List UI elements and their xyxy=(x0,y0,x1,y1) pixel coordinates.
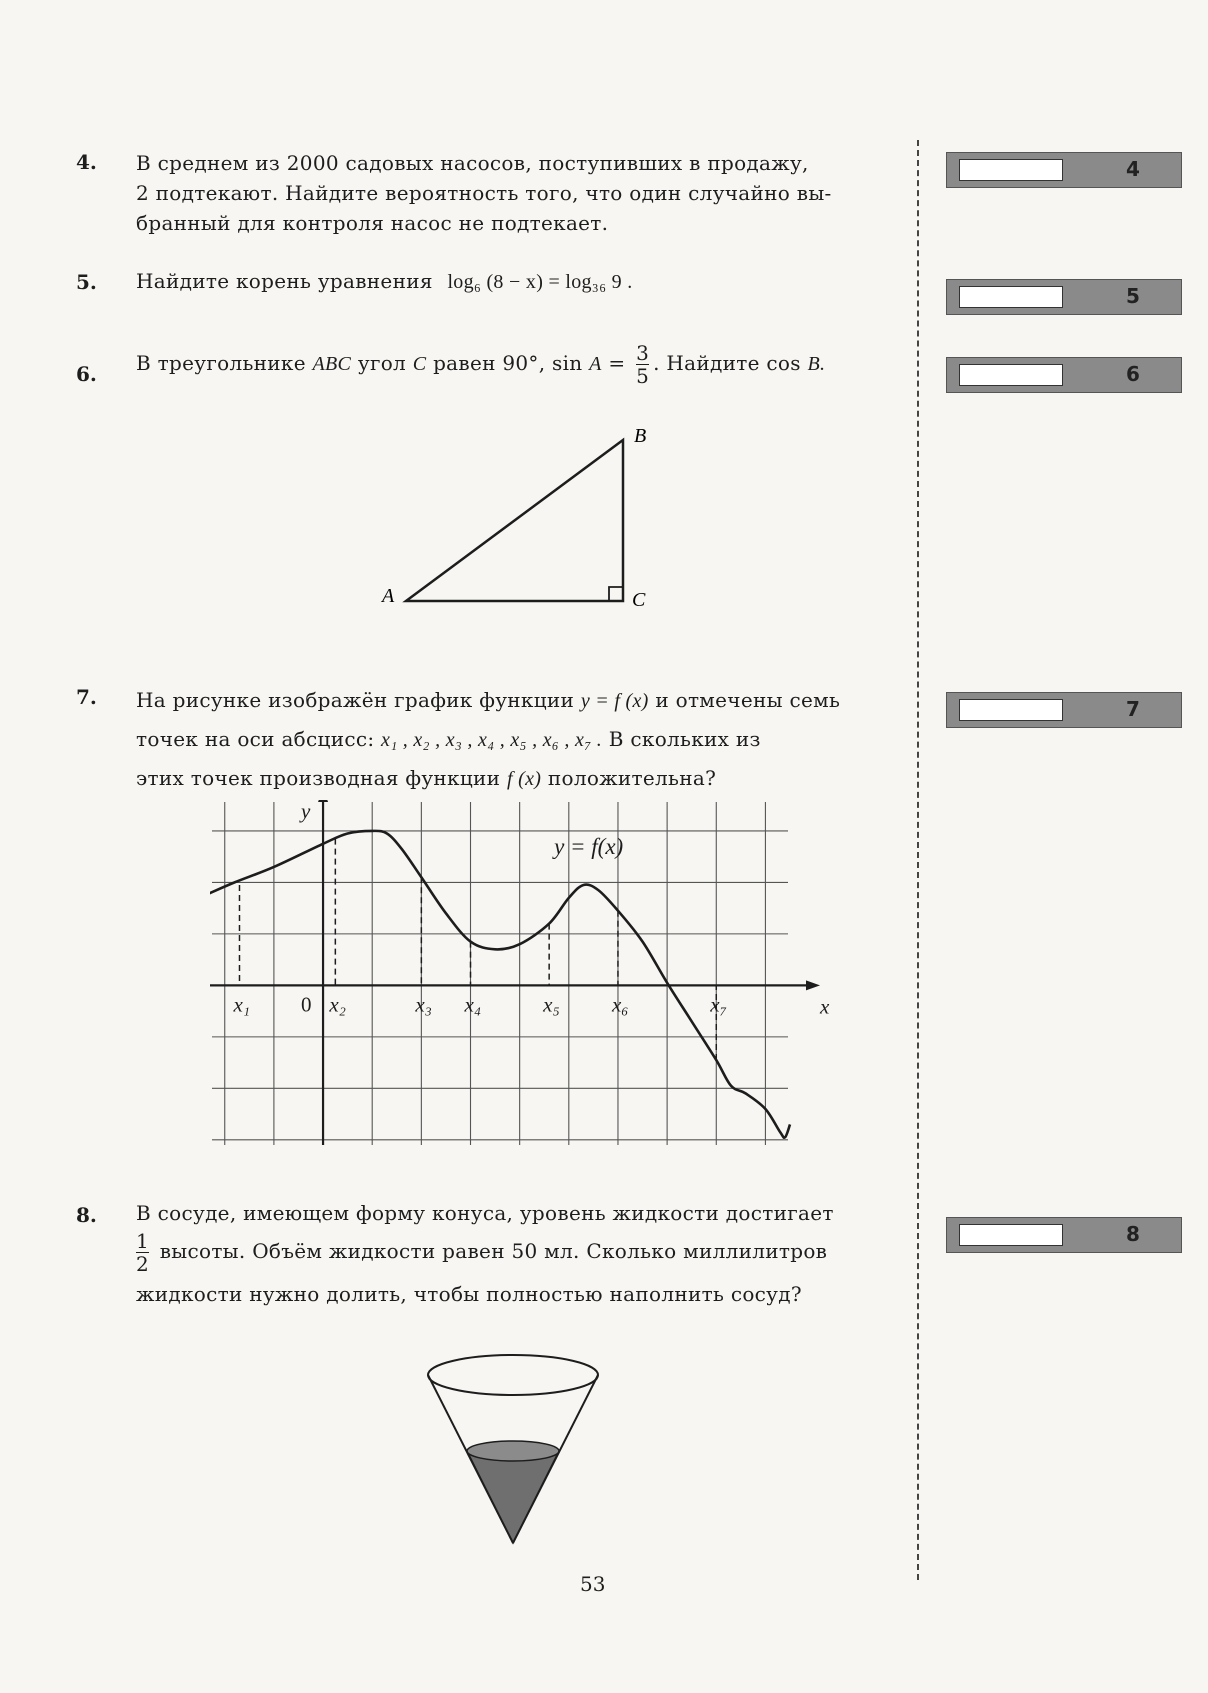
marked-points-list: x₁ , x₂ , x₃ , x₄ , x₅ , x₆ , x₇ . xyxy=(381,729,603,751)
fraction-numerator: 3 xyxy=(636,341,650,365)
margin-divider xyxy=(917,140,919,1580)
curve-label: y = f(x) xyxy=(554,834,624,860)
problem-6-text-part: . Найдите cos xyxy=(653,351,801,375)
cos-variable: B. xyxy=(807,353,826,375)
problem-6-number: 6. xyxy=(76,362,97,386)
fraction-numerator: 1 xyxy=(136,1229,150,1253)
cone-liquid xyxy=(467,1451,559,1543)
answer-label-6: 6 xyxy=(1126,362,1140,386)
answer-box-8 xyxy=(946,1217,1182,1253)
origin-label: 0 xyxy=(301,992,312,1017)
triangle-shape xyxy=(406,440,623,601)
answer-label-4: 4 xyxy=(1126,157,1140,181)
problem-5-number: 5. xyxy=(76,270,97,294)
marked-point-label: x₃ xyxy=(415,992,432,1017)
marked-point-label: x₇ xyxy=(710,992,727,1017)
problem-8-line: жидкости нужно долить, чтобы полностью наполнить сосуд? xyxy=(136,1282,802,1306)
problem-7-line xyxy=(136,720,906,759)
problem-6-text-part: угол xyxy=(357,351,407,375)
cone-top-rim xyxy=(428,1355,598,1395)
marked-point-label: x₁ xyxy=(233,992,251,1017)
function-graph xyxy=(210,800,830,1145)
problem-7-text-part: положительна? xyxy=(547,766,717,790)
answer-field-6[interactable] xyxy=(959,364,1063,386)
problem-8-line xyxy=(136,1230,906,1275)
fraction-denominator: 5 xyxy=(636,364,650,388)
function-notation: f (x) xyxy=(506,768,542,790)
problem-7-text-part: На рисунке изображён график функции xyxy=(136,688,575,712)
problem-4-line: 2 подтекают. Найдите вероятность того, что один случайно вы- xyxy=(136,181,832,205)
problem-4-text xyxy=(136,148,906,238)
problem-8-text-part: высоты. Объём жидкости равен 50 мл. Сколько миллилитров xyxy=(159,1239,828,1263)
vertex-label-a: A xyxy=(382,585,395,607)
problem-4-line: В среднем из 2000 садовых насосов, поступивших в продажу, xyxy=(136,151,809,175)
sin-variable: A xyxy=(589,353,602,375)
problem-6-text: В треугольнике ABC угол C равен 90°, sin A = $\frac{3}{5}$ . Найдите cos B. xyxy=(136,341,826,388)
problem-5-equation: log₆ (8 − x) = log₃₆ 9 . xyxy=(447,271,633,293)
answer-label-5: 5 xyxy=(1126,284,1140,308)
problem-7-line xyxy=(136,681,906,720)
problem-7-line xyxy=(136,759,906,798)
answer-box-4 xyxy=(946,152,1182,188)
problem-6-text-part: В треугольнике xyxy=(136,351,306,375)
vertex-label-b: B xyxy=(634,425,647,447)
problem-7-text-part: В скольких из xyxy=(608,727,761,751)
fraction-3-5 xyxy=(636,342,649,387)
cone-figure xyxy=(420,1345,610,1545)
triangle-name: ABC xyxy=(312,353,352,375)
liquid-surface xyxy=(467,1441,559,1461)
problem-8-number: 8. xyxy=(76,1203,97,1227)
answer-field-5[interactable] xyxy=(959,286,1063,308)
problem-5-text xyxy=(136,266,906,297)
vertex-label-c: C xyxy=(632,589,646,611)
problem-7-text xyxy=(136,681,906,798)
fraction-1-2 xyxy=(136,1230,149,1275)
function-notation: y = f (x) xyxy=(580,690,649,712)
answer-field-8[interactable] xyxy=(959,1224,1063,1246)
problem-5-statement: Найдите корень уравнения xyxy=(136,269,433,293)
marked-point-label: x₄ xyxy=(464,992,482,1017)
marked-point-label: x₅ xyxy=(543,992,560,1017)
problem-7-text-part: этих точек производная функции xyxy=(136,766,501,790)
right-triangle-figure xyxy=(370,420,670,620)
problem-4-line: бранный для контроля насос не подтекает. xyxy=(136,211,609,235)
answer-field-7[interactable] xyxy=(959,699,1063,721)
right-angle-mark xyxy=(609,587,623,601)
problem-7-text-part: точек на оси абсцисс: xyxy=(136,727,375,751)
x-axis-label: x xyxy=(820,994,830,1019)
answer-box-7 xyxy=(946,692,1182,728)
page-number: 53 xyxy=(580,1572,606,1596)
problem-4-number: 4. xyxy=(76,150,97,174)
problem-7-number: 7. xyxy=(76,685,97,709)
fraction-denominator: 2 xyxy=(136,1252,150,1276)
x-axis-arrow xyxy=(806,980,820,990)
problem-8-text xyxy=(136,1198,906,1309)
y-axis-label: y xyxy=(301,800,311,823)
answer-label-7: 7 xyxy=(1126,697,1140,721)
answer-field-4[interactable] xyxy=(959,159,1063,181)
problem-7-text-part: и отмечены семь xyxy=(655,688,841,712)
marked-point-label: x₂ xyxy=(329,992,346,1017)
angle-vertex: C xyxy=(412,353,427,375)
answer-box-6 xyxy=(946,357,1182,393)
answer-label-8: 8 xyxy=(1126,1222,1140,1246)
problem-8-line: В сосуде, имеющем форму конуса, уровень жидкости достигает xyxy=(136,1201,834,1225)
answer-box-5 xyxy=(946,279,1182,315)
y-axis-arrow xyxy=(318,800,328,802)
marked-point-label: x₆ xyxy=(611,992,629,1017)
problem-6-text-part: равен 90°, sin xyxy=(433,351,583,375)
